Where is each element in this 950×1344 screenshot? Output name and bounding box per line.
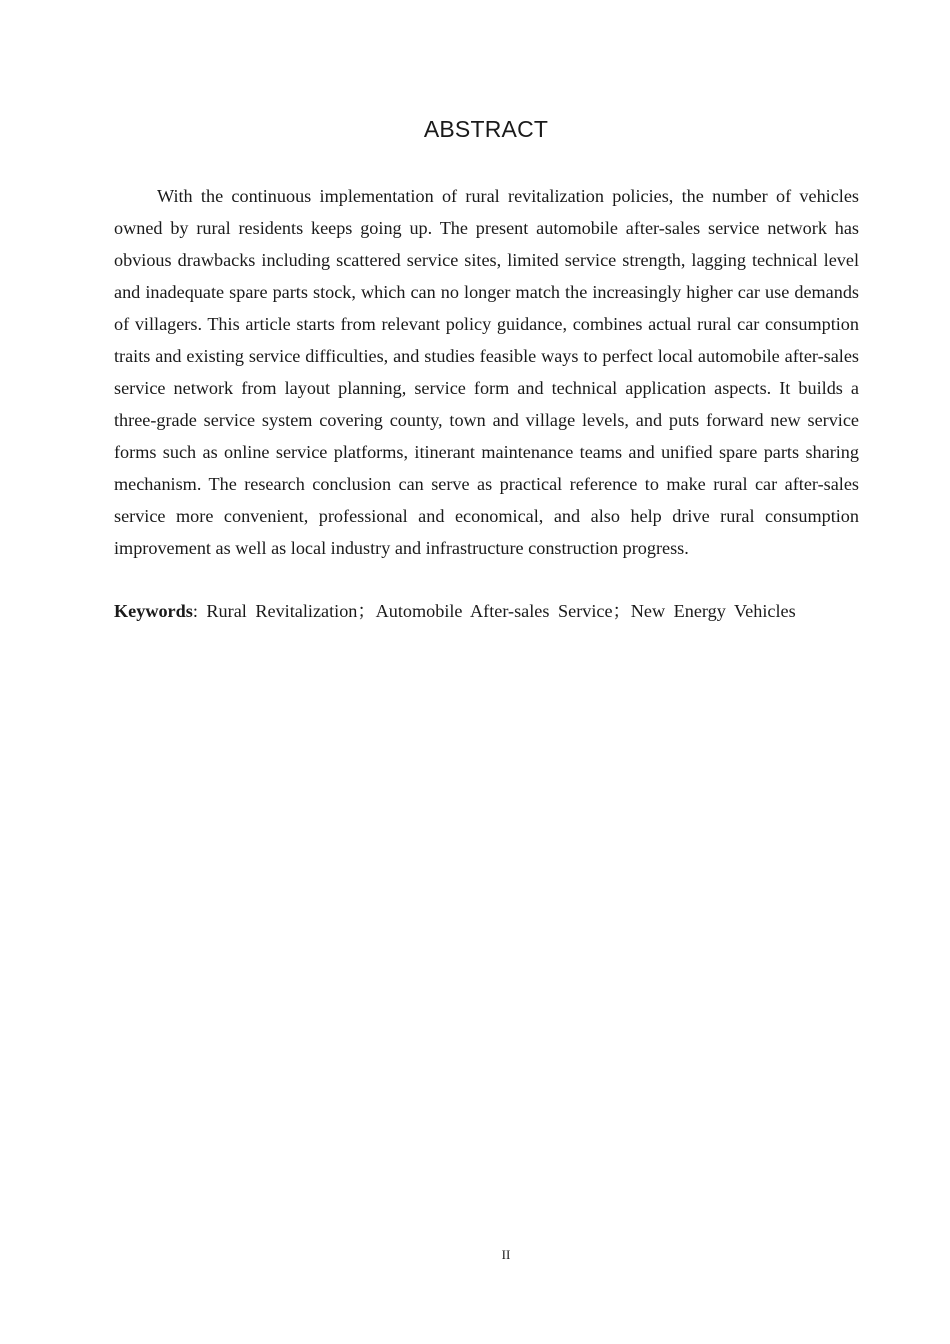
keyword-item: Automobile After-sales Service	[375, 601, 613, 621]
abstract-heading: ABSTRACT	[423, 116, 549, 142]
keywords-line	[114, 595, 859, 627]
keyword-separator: ；	[612, 601, 631, 621]
keyword-item: New Energy Vehicles	[630, 601, 796, 621]
keyword-item: Rural Revitalization	[206, 601, 358, 621]
keyword-separator: ；	[357, 601, 376, 621]
abstract-paragraph: With the continuous implementation of rural revitalization policies, the number of vehicles owned by rural residents keeps going up. The present automobile after-sales service network has obvious drawbacks including scattered service sites, limited service strength, lagging technical level and inadequate spare parts stock, which can no longer match the increasingly higher car use demands of villagers. This article starts from relevant policy guidance, combines actual rural car consumption traits and existing service difficulties, and studies feasible ways to perfect local automobile after-sales service network from layout planning, service form and technical application aspects. It builds a three-grade service system covering county, town and village levels, and puts forward new service forms such as online service platforms, itinerant maintenance teams and unified spare parts sharing mechanism. The research conclusion can serve as practical reference to make rural car after-sales service more convenient, professional and economical, and also help drive rural consumption improvement as well as local industry and infrastructure construction progress.	[114, 186, 859, 558]
keywords-label: Keywords	[114, 601, 193, 621]
keywords-colon: :	[192, 601, 198, 621]
page-number: II	[501, 1247, 511, 1262]
